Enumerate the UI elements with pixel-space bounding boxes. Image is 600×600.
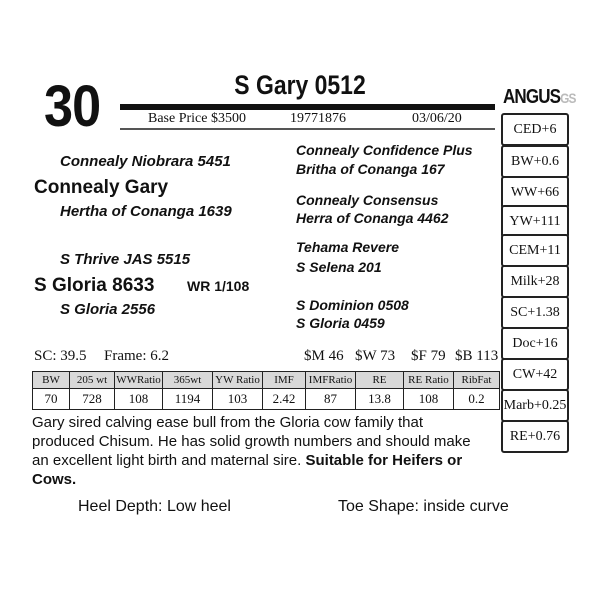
perf-header: YW Ratio <box>213 372 263 389</box>
perf-header: 205 wt <box>70 372 115 389</box>
epd-cem: CEM+11 <box>501 234 569 267</box>
perf-value: 108 <box>115 389 163 410</box>
performance-header-row <box>33 372 500 389</box>
toe-shape: Toe Shape: inside curve <box>338 498 509 515</box>
dam: S Gloria 8633 <box>34 275 155 296</box>
heel-depth: Heel Depth: Low heel <box>78 498 231 515</box>
perf-value: 87 <box>306 389 356 410</box>
angus-logo <box>503 86 576 109</box>
perf-value: 108 <box>404 389 454 410</box>
angus-logo-text: ANGUS <box>503 86 561 108</box>
epd-sc: SC+1.38 <box>501 296 569 329</box>
perf-header: RibFat <box>454 372 500 389</box>
epd-ced: CED+6 <box>501 113 569 146</box>
perf-header: RE Ratio <box>404 372 454 389</box>
dam-sire: S Thrive JAS 5515 <box>60 251 191 268</box>
sire: Connealy Gary <box>34 177 169 198</box>
epd-bw: BW+0.6 <box>501 145 569 178</box>
birth-date: 03/06/20 <box>412 111 462 126</box>
perf-value: 1194 <box>163 389 213 410</box>
perf-value: 728 <box>70 389 115 410</box>
perf-header: WWRatio <box>115 372 163 389</box>
perf-header: BW <box>33 372 70 389</box>
dam-sire-dam: S Selena 201 <box>296 259 382 275</box>
comments-text: Gary sired calving ease bull from the Gloria cow family that produced Chisum. He has solid growth numbers and should make an excellent light birth and maternal sire. <box>32 414 471 469</box>
performance-table <box>32 371 500 410</box>
perf-value: 70 <box>33 389 70 410</box>
bull-comments <box>32 413 482 489</box>
base-price: Base Price $3500 <box>148 111 246 126</box>
perf-header: RE <box>356 372 404 389</box>
comments-emphasis: Suitable for Heifers or Cows. <box>32 452 463 488</box>
epd-doc: Doc+16 <box>501 327 569 360</box>
epd-cw: CW+42 <box>501 358 569 391</box>
perf-value: 0.2 <box>454 389 500 410</box>
dam-dam: S Gloria 2556 <box>60 301 156 318</box>
sire-sire-sire: Connealy Confidence Plus <box>296 142 473 158</box>
lot-number: 30 <box>44 74 101 139</box>
dam-sire-sire: Tehama Revere <box>296 239 399 255</box>
dam-dam-sire: S Dominion 0508 <box>296 297 409 313</box>
angus-logo-suffix: GS <box>560 90 576 106</box>
header-rule-top <box>120 104 495 110</box>
sire-dam-dam: Herra of Conanga 4462 <box>296 210 449 226</box>
index-f: $F 79 <box>411 348 446 364</box>
epd-yw: YW+111 <box>501 205 569 238</box>
perf-value: 13.8 <box>356 389 404 410</box>
dam-ratio: WR 1/108 <box>187 278 250 294</box>
sire-dam: Hertha of Conanga 1639 <box>60 203 232 220</box>
epd-ww: WW+66 <box>501 176 569 209</box>
scrotal-circumference: SC: 39.5 <box>34 348 87 364</box>
sire-sire: Connealy Niobrara 5451 <box>60 153 231 170</box>
sire-dam-sire: Connealy Consensus <box>296 192 439 208</box>
epd-marb: Marb+0.25 <box>501 389 569 422</box>
index-b: $B 113 <box>455 348 499 364</box>
perf-header: 365wt <box>163 372 213 389</box>
index-m: $M 46 <box>304 348 344 364</box>
header-rule-bottom <box>120 128 495 130</box>
perf-value: 2.42 <box>263 389 306 410</box>
registration-number: 19771876 <box>290 111 346 126</box>
perf-header: IMF <box>263 372 306 389</box>
perf-value: 103 <box>213 389 263 410</box>
dam-dam-dam: S Gloria 0459 <box>296 315 385 331</box>
frame-score: Frame: 6.2 <box>104 348 169 364</box>
index-w: $W 73 <box>355 348 396 364</box>
epd-re: RE+0.76 <box>501 420 569 453</box>
perf-header: IMFRatio <box>306 372 356 389</box>
sire-sire-dam: Britha of Conanga 167 <box>296 161 445 177</box>
performance-value-row <box>33 389 500 410</box>
bull-name: S Gary 0512 <box>234 70 366 100</box>
epd-milk: Milk+28 <box>501 265 569 298</box>
